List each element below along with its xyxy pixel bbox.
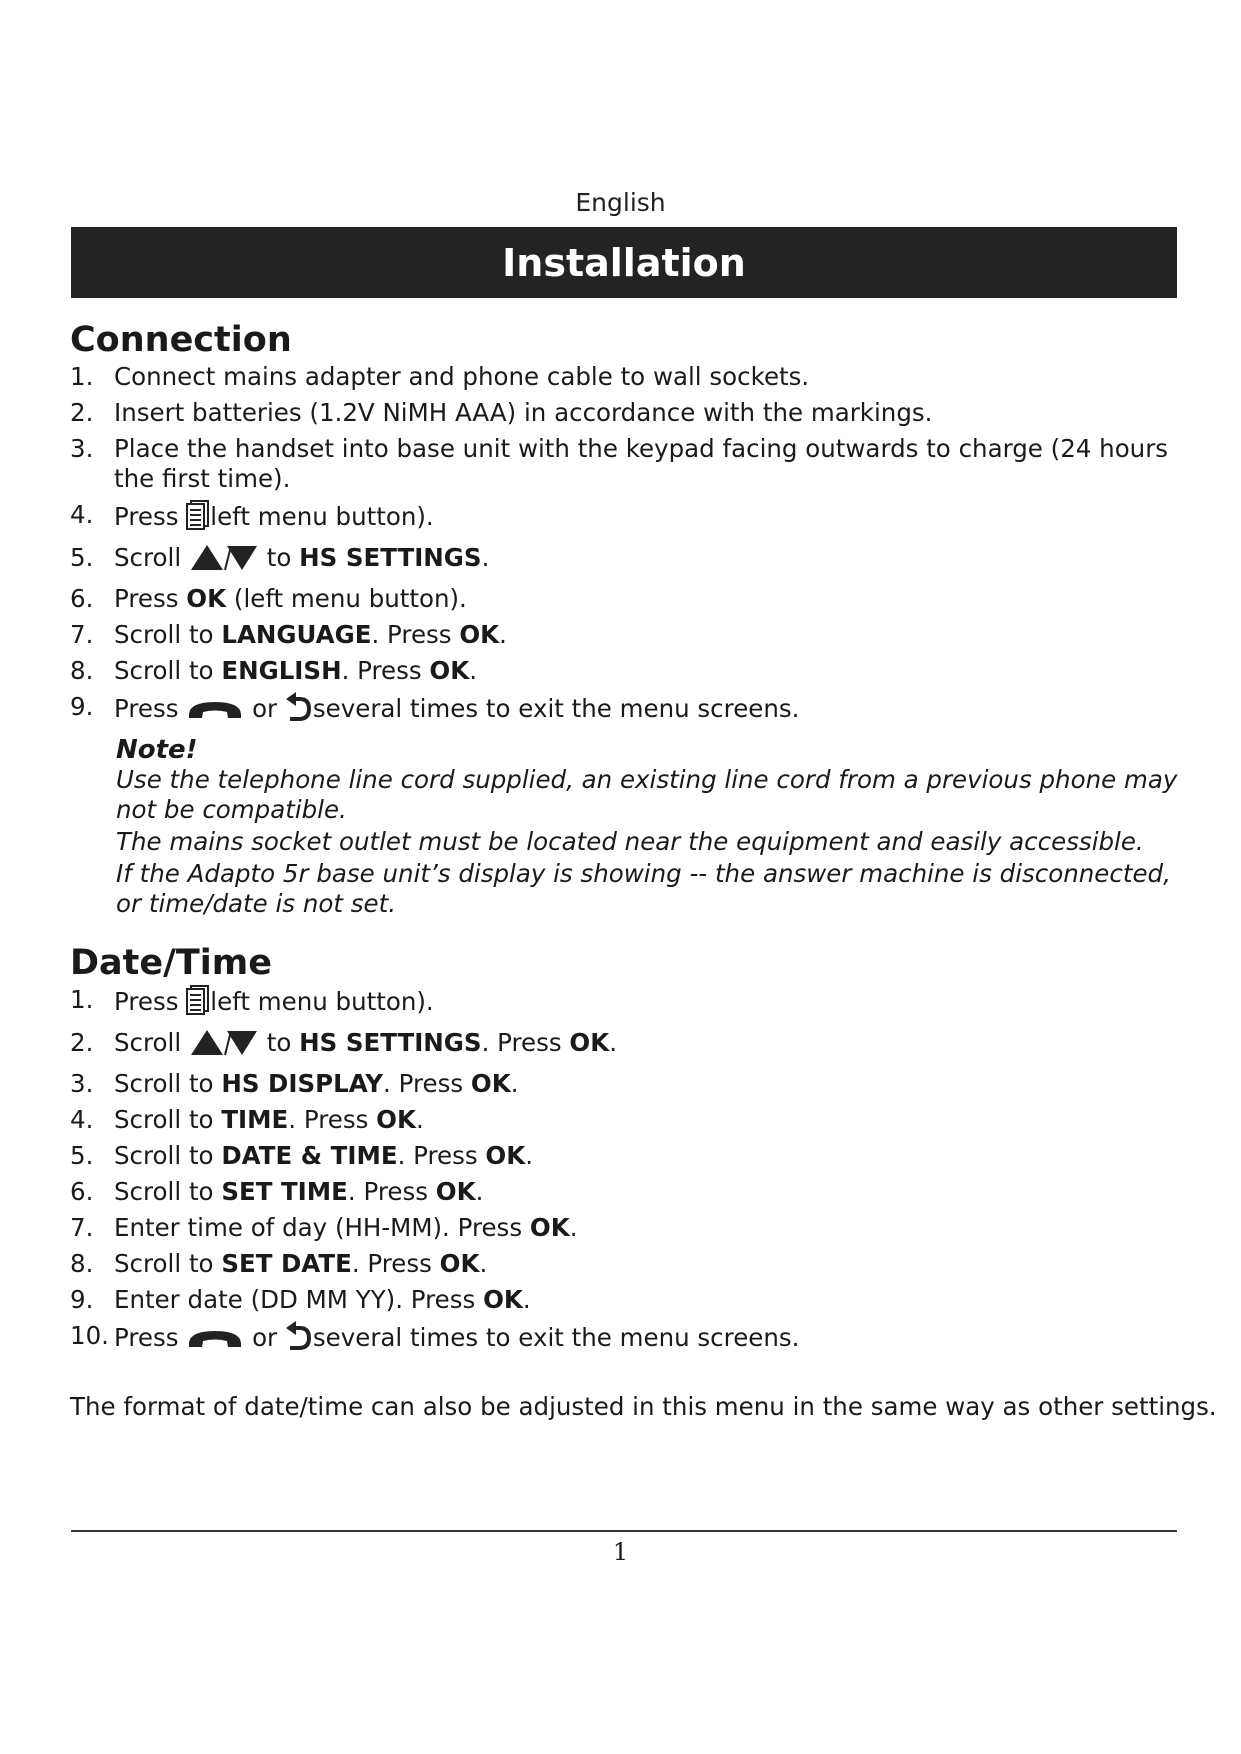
datetime-section [70,941,1180,1358]
connection-heading: Connection [70,320,292,360]
list-item: 7. Enter time of day (HH-MM). Press OK. [70,1213,578,1242]
page-number: 1 [612,1538,629,1566]
note-line: If the Adapto 5r base unit’s display is showing -- the answer machine is disconnected, or time/date is not set. [116,859,1171,918]
list-item: 4. Scroll to TIME. Press OK. [70,1105,424,1134]
list-item: 5. Scroll to DATE & TIME. Press OK. [70,1141,534,1170]
footer-text: The format of date/time can also be adjusted in this menu in the same way as other settings. [70,1392,1217,1421]
note-line: The mains socket outlet must be located near the equipment and easily accessible. [116,827,1144,856]
divider [71,1530,1177,1532]
list-item: 2. Insert batteries (1.2V NiMH AAA) in accordance with the markings. [70,398,933,427]
list-item: 9. Press or several times to exit the menu screens. [70,692,1180,729]
note-line: Use the telephone line cord supplied, an existing line cord from a previous phone may not be compatible. [116,765,1178,824]
list-item: 9. Enter date (DD MM YY). Press OK. [70,1285,531,1314]
section-banner: Installation [71,227,1177,298]
list-item: 1. Connect mains adapter and phone cable to wall sockets. [70,362,810,391]
up-down-arrows-icon [189,1028,259,1063]
list-item: 3. Place the handset into base unit with the keypad facing outwards to charge (24 hours the first time). [70,434,1169,493]
list-item: 6. Press OK (left menu button). [70,584,467,613]
list-item: 8. Scroll to ENGLISH. Press OK. [70,656,478,685]
end-call-icon [186,1327,244,1358]
datetime-heading: Date/Time [70,943,273,983]
up-down-arrows-icon [189,543,259,578]
back-icon [285,1321,313,1358]
list-item: 8. Scroll to SET DATE. Press OK. [70,1249,488,1278]
datetime-steps [70,985,1180,1358]
menu-icon [186,500,210,537]
note-title: Note! [116,735,198,765]
back-icon [285,692,313,729]
end-call-icon [186,698,244,729]
language-label: English [575,188,666,217]
menu-icon [186,985,210,1022]
list-item: 5. Scroll to HS SETTINGS. [70,543,1180,578]
list-item: 1. Press left menu button). [70,985,1180,1022]
connection-steps [70,362,1180,729]
list-item: 4. Press left menu button). [70,500,1180,537]
list-item: 3. Scroll to HS DISPLAY. Press OK. [70,1069,519,1098]
note [70,735,1180,919]
list-item: 10. Press or several times to exit the menu screens. [70,1321,1180,1358]
list-item: 2. Scroll to HS SETTINGS. Press OK. [70,1028,1180,1063]
list-item: 6. Scroll to SET TIME. Press OK. [70,1177,484,1206]
list-item: 7. Scroll to LANGUAGE. Press OK. [70,620,507,649]
content [70,318,1180,1364]
